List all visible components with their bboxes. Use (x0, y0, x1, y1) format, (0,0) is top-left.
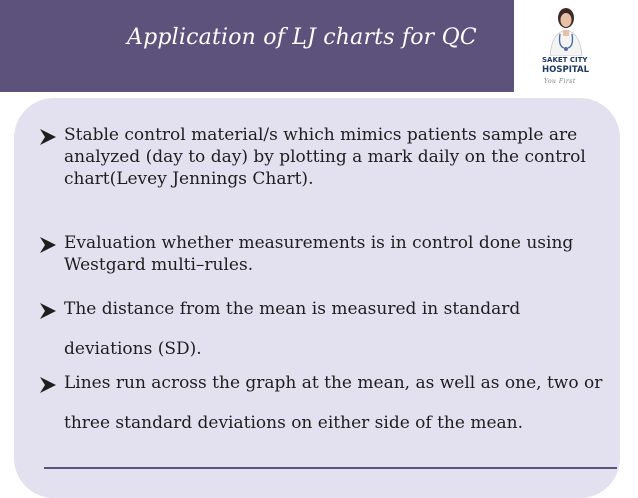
logo-tagline: You First (544, 78, 576, 85)
bullet-item (38, 298, 606, 369)
title-bar (0, 0, 514, 92)
logo-line-2: HOSPITAL (542, 65, 589, 75)
bullet-text: Evaluation whether measurements is in control done using Westgard multi–rules. (64, 233, 574, 275)
bottom-divider (44, 467, 617, 469)
arrowhead-bullet-icon (38, 375, 64, 395)
bullet-item (38, 232, 606, 276)
bullet-item (38, 372, 606, 443)
arrowhead-bullet-icon (38, 301, 64, 321)
hospital-logo (528, 4, 632, 90)
arrowhead-bullet-icon (38, 127, 64, 147)
bullet-text: Lines run across the graph at the mean, as well as one, two or three standard deviations on either side of the mean. (64, 373, 603, 433)
doctor-figure-icon (546, 6, 586, 56)
slide-title: Application of LJ charts for QC (127, 25, 477, 50)
bullet-text: Stable control material/s which mimics patients sample are analyzed (day to day) by plotting a mark daily on the control chart(Levey Jennings Chart). (64, 125, 586, 189)
arrowhead-bullet-icon (38, 235, 64, 255)
logo-line-1: SAKET CITY (542, 56, 588, 64)
bullet-text: The distance from the mean is measured in standard deviations (SD). (64, 299, 521, 359)
bullet-item (38, 124, 606, 190)
